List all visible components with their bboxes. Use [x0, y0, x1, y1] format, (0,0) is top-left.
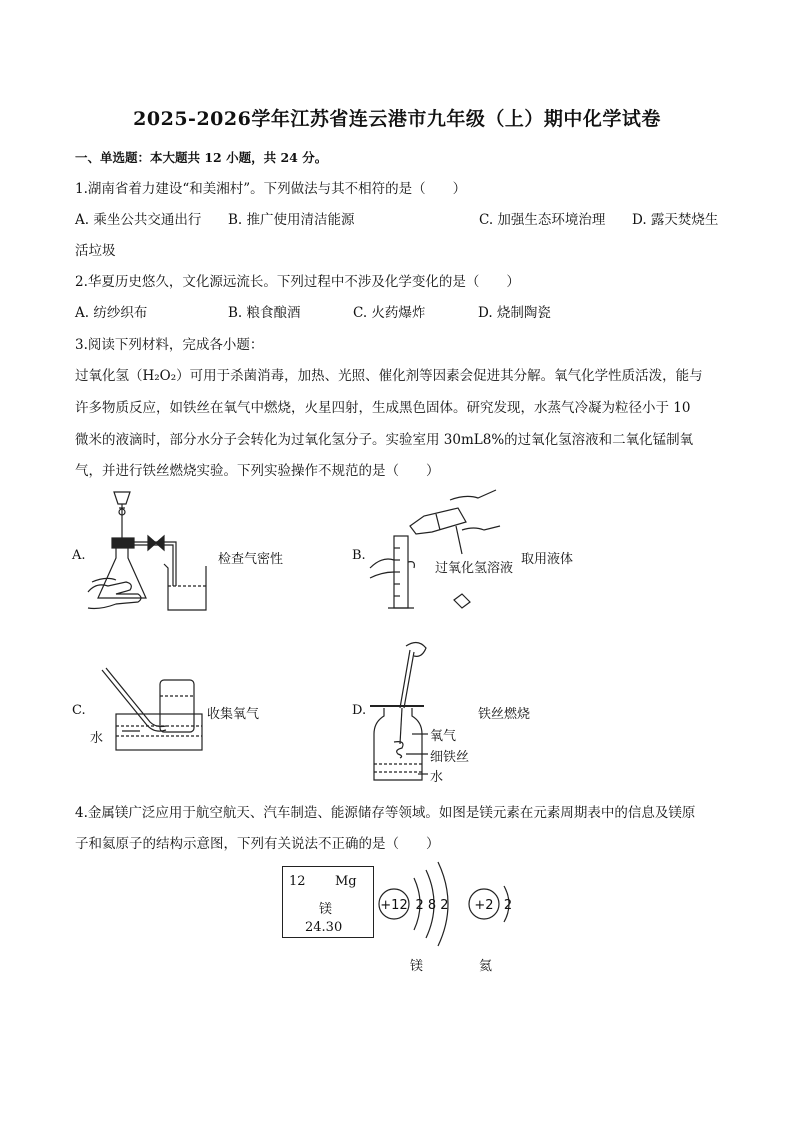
question-4-line-1: 4.金属镁广泛应用于航空航天、汽车制造、能源储存等领域。如图是镁元素在元素周期表中的信息及镁原: [75, 805, 696, 821]
q2-option-a[interactable]: A. 纺纱织布: [75, 305, 148, 321]
atomic-structure-diagrams: [372, 858, 532, 950]
fig-b-letter[interactable]: B.: [352, 548, 366, 563]
q2-option-d[interactable]: D. 烧制陶瓷: [478, 305, 551, 321]
reading-line-1: 过氧化氢（H₂O₂）可用于杀菌消毒，加热、光照、催化剂等因素会促进其分解。氧气化学性质活泼，能与: [75, 368, 703, 384]
he-diagram-caption: 氦: [479, 959, 493, 974]
q1-option-d-continued: 活垃圾: [75, 243, 116, 259]
fig-a-letter[interactable]: A.: [72, 548, 86, 563]
airtightness-check-figure: [86, 486, 214, 616]
mg-nucleus-charge: +12: [380, 898, 408, 913]
atomic-mass: 24.30: [305, 920, 343, 935]
element-name: 镁: [319, 902, 333, 917]
fig-c-label: 收集氧气: [207, 707, 260, 722]
periodic-table-cell: [282, 866, 374, 938]
element-symbol: Mg: [335, 874, 357, 889]
q1-option-d[interactable]: D. 露天焚烧生: [632, 212, 719, 228]
fig-a-label: 检查气密性: [218, 552, 284, 567]
q1-option-b[interactable]: B. 推广使用清洁能源: [228, 212, 355, 228]
reading-line-4: 气，并进行铁丝燃烧实验。下列实验操作不规范的是（ ）: [75, 463, 440, 479]
question-4-line-2: 子和氦原子的结构示意图，下列有关说法不正确的是（ ）: [75, 836, 440, 852]
page-title: 2025-2026学年江苏省连云港市九年级（上）期中化学试卷: [133, 108, 661, 130]
he-nucleus-charge: +2: [474, 898, 494, 913]
fig-d-letter[interactable]: D.: [352, 703, 367, 718]
fig-d-oxygen-label: 氧气: [430, 729, 457, 744]
fig-c-letter[interactable]: C.: [72, 703, 86, 718]
fig-d-wire-label: 细铁丝: [430, 750, 470, 765]
q2-option-c[interactable]: C. 火药爆炸: [353, 305, 426, 321]
atomic-number: 12: [289, 874, 306, 889]
q1-option-a[interactable]: A. 乘坐公共交通出行: [75, 212, 202, 228]
mg-diagram-caption: 镁: [410, 959, 424, 974]
he-electron-shell: 2: [503, 898, 513, 913]
fig-b-label: 取用液体: [521, 552, 574, 567]
q1-option-c[interactable]: C. 加强生态环境治理: [479, 212, 606, 228]
reading-line-3: 微米的液滴时，部分水分子会转化为过氧化氢分子。实验室用 30mL8%的过氧化氢溶液和二氧化锰制氧: [75, 432, 694, 448]
question-1-stem: 1.湖南省着力建设“和美湘村”。下列做法与其不相符的是（ ）: [75, 181, 467, 197]
fig-b-bottle-label: 过氧化氢溶液: [435, 561, 514, 576]
question-2-stem: 2.华夏历史悠久，文化源远流长。下列过程中不涉及化学变化的是（ ）: [75, 274, 520, 290]
fig-d-water-label: 水: [430, 770, 444, 785]
reading-line-2: 许多物质反应，如铁丝在氧气中燃烧，火星四射，生成黑色固体。研究发现，水蒸气冷凝为粒径小于 10: [75, 400, 691, 416]
fig-d-label: 铁丝燃烧: [478, 707, 531, 722]
question-3-stem: 3.阅读下列材料，完成各小题：: [75, 337, 264, 353]
q2-option-b[interactable]: B. 粮食酿酒: [228, 305, 301, 321]
section-heading: 一、单选题：本大题共 12 小题，共 24 分。: [75, 150, 328, 165]
oxygen-collection-figure: [100, 664, 204, 754]
liquid-pouring-figure: [366, 486, 506, 616]
fig-c-water-label: 水: [90, 731, 104, 746]
mg-electron-shells: 2 8 2: [415, 898, 449, 913]
iron-wire-burning-figure: [366, 638, 430, 784]
